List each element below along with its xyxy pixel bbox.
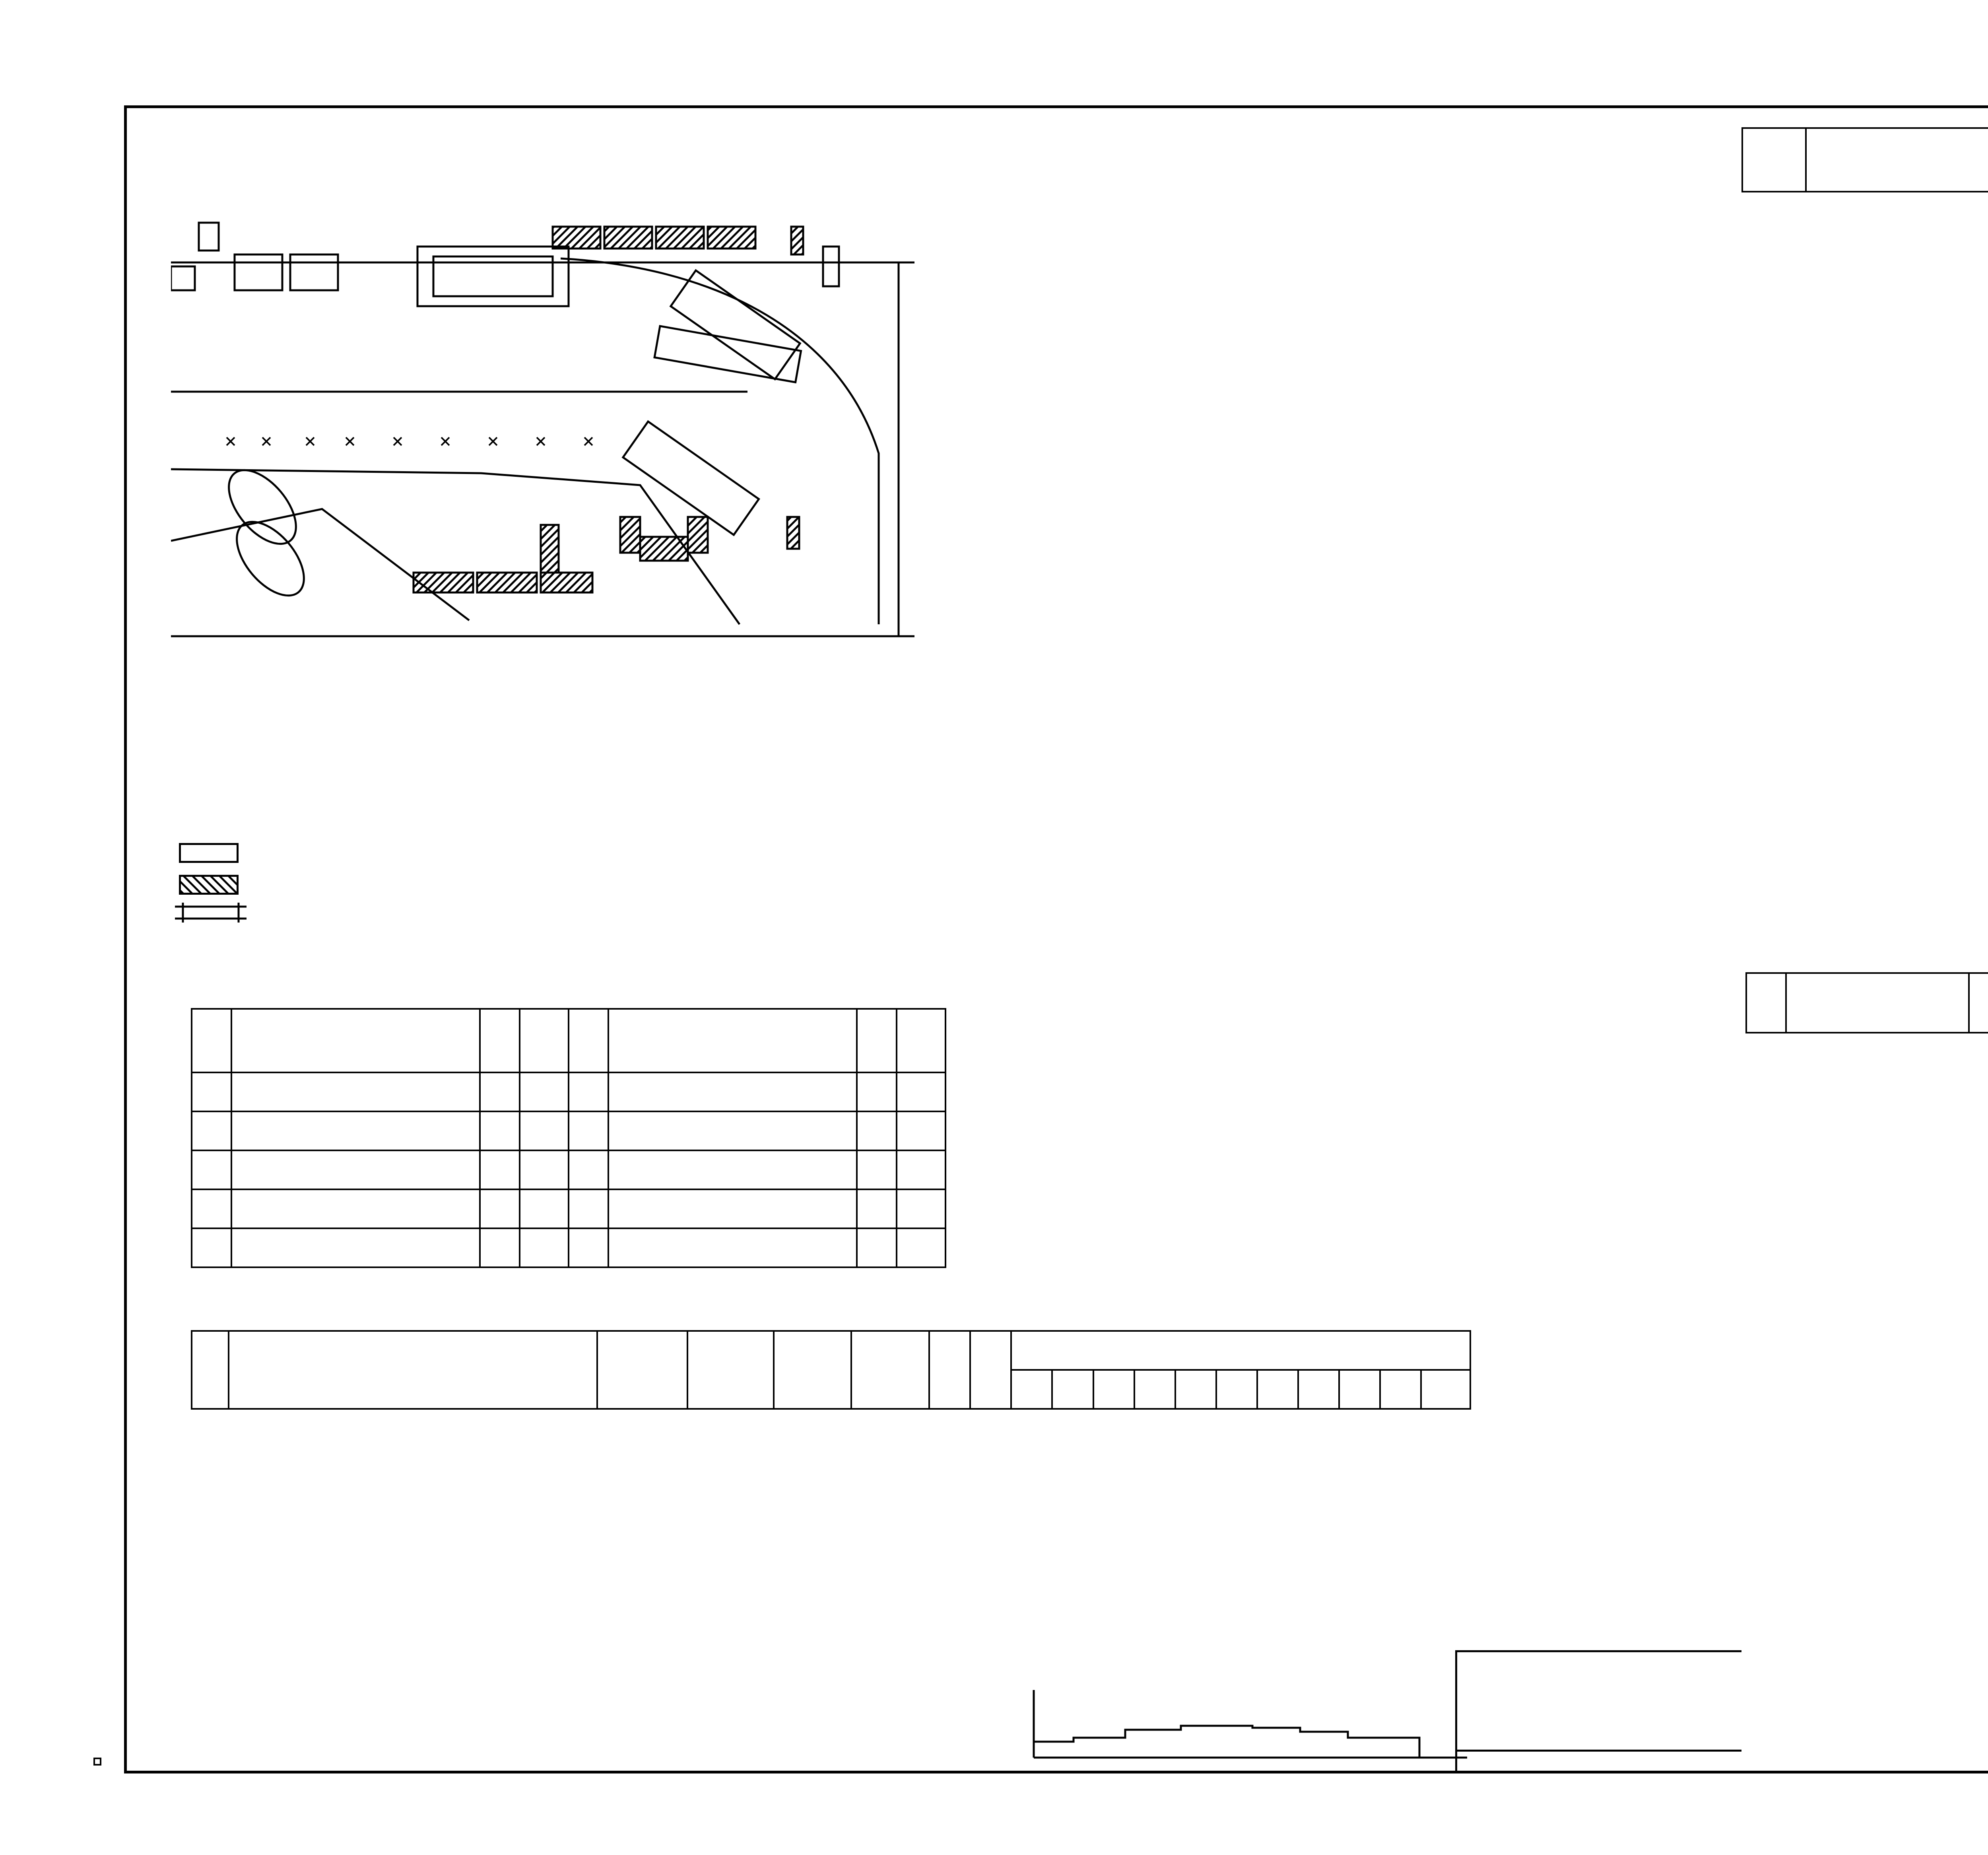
header-cell [569,1009,608,1072]
cell [857,1072,897,1111]
cell [231,1072,480,1111]
legend-swatch-temporary [179,875,239,895]
cell [480,1072,520,1111]
materials-table [1745,972,1988,1033]
temp-21 [541,525,559,573]
header-cell [192,1009,231,1072]
structure-17 [823,247,839,286]
cell [231,1189,480,1228]
table-header [1742,128,1988,192]
temp-20 [541,573,592,592]
temp-18 [414,573,473,592]
temp-19 [477,573,537,592]
temp-26 [640,537,688,561]
workforce-chart [974,1682,1471,1762]
cell [608,1228,857,1267]
margin-stamp [93,1758,101,1766]
month-cell [1257,1370,1298,1409]
temp-24 [553,227,600,249]
table-header [192,1331,1470,1370]
cell [520,1150,569,1189]
month-cell [1052,1370,1093,1409]
cell [608,1111,857,1150]
tank-12 [216,458,309,556]
header-cell [774,1331,852,1409]
table-row [192,1072,945,1111]
temp-22 [787,517,799,549]
header-cell [1742,128,1806,192]
cell [231,1150,480,1189]
cell [480,1228,520,1267]
month-cell [1175,1370,1216,1409]
header-cell [1969,973,1988,1033]
road-edge [171,509,469,620]
header-cell [480,1009,520,1072]
title-block-line [1455,1650,1457,1773]
cell [192,1189,231,1228]
cell [897,1072,945,1111]
temp-24 [604,227,652,249]
month-cell [1011,1370,1052,1409]
header-cell [520,1009,569,1072]
month-cell [1339,1370,1380,1409]
cell [569,1189,608,1228]
cell [569,1228,608,1267]
table-header [1746,973,1988,1033]
cell [569,1072,608,1111]
month-cell [1421,1370,1470,1409]
cell [857,1189,897,1228]
cell [857,1228,897,1267]
cell [520,1111,569,1150]
temp-25 [708,227,755,249]
cell [192,1072,231,1111]
cell [520,1228,569,1267]
temp-structures-table [191,1008,946,1268]
header-cell [192,1331,229,1409]
cell [608,1150,857,1189]
structure-9 [171,266,195,290]
header-cell [597,1331,687,1409]
header-cell [897,1009,945,1072]
cell [897,1189,945,1228]
title-block-line [1455,1750,1741,1752]
chart-workforce-line [1034,1726,1419,1758]
cell [231,1228,480,1267]
header-cell [1806,128,1988,192]
table-row [192,1150,945,1189]
cell [192,1111,231,1150]
cell [857,1111,897,1150]
schedule-table [191,1330,1471,1410]
cell [480,1189,520,1228]
header-cell [231,1009,480,1072]
cell [569,1111,608,1150]
table-row [192,1228,945,1267]
header-cell [851,1331,929,1409]
cell [520,1189,569,1228]
structure-7 [235,254,282,290]
structure-8 [199,223,219,251]
month-cell [1298,1370,1339,1409]
cell [520,1072,569,1111]
header-cell [229,1331,598,1409]
cell [897,1228,945,1267]
header-cell [687,1331,773,1409]
road-curve [561,258,879,624]
header-cell [970,1331,1011,1409]
temp-24 [656,227,704,249]
site-plan [171,207,914,656]
legend-swatch-road [175,899,247,927]
header-cell [608,1009,857,1072]
cell [608,1072,857,1111]
cell [231,1111,480,1150]
month-cell [1134,1370,1175,1409]
temp-22 [791,227,803,254]
header-cell [857,1009,897,1072]
cell [897,1150,945,1189]
header-cell [1746,973,1786,1033]
structure-6 [290,254,338,290]
buildings-table [1741,127,1988,192]
table-header [192,1009,945,1072]
temp-23 [620,517,640,553]
cell [480,1111,520,1150]
cell [192,1228,231,1267]
table-row [192,1111,945,1150]
header-cell [1011,1331,1470,1370]
table-row [192,1189,945,1228]
cell [480,1150,520,1189]
lighting-poles [227,437,592,445]
header-cell [1786,973,1969,1033]
cell [857,1150,897,1189]
cell [569,1150,608,1189]
cell [192,1150,231,1189]
header-cell [929,1331,970,1409]
month-cell [1216,1370,1257,1409]
temp-23 [688,517,708,553]
cell [897,1111,945,1150]
legend-swatch-designed [179,843,239,863]
margin-copy [87,328,115,358]
month-cell [1093,1370,1134,1409]
month-cell [1380,1370,1421,1409]
title-block-line [1455,1650,1741,1652]
cell [608,1189,857,1228]
tank-15 [224,510,316,608]
